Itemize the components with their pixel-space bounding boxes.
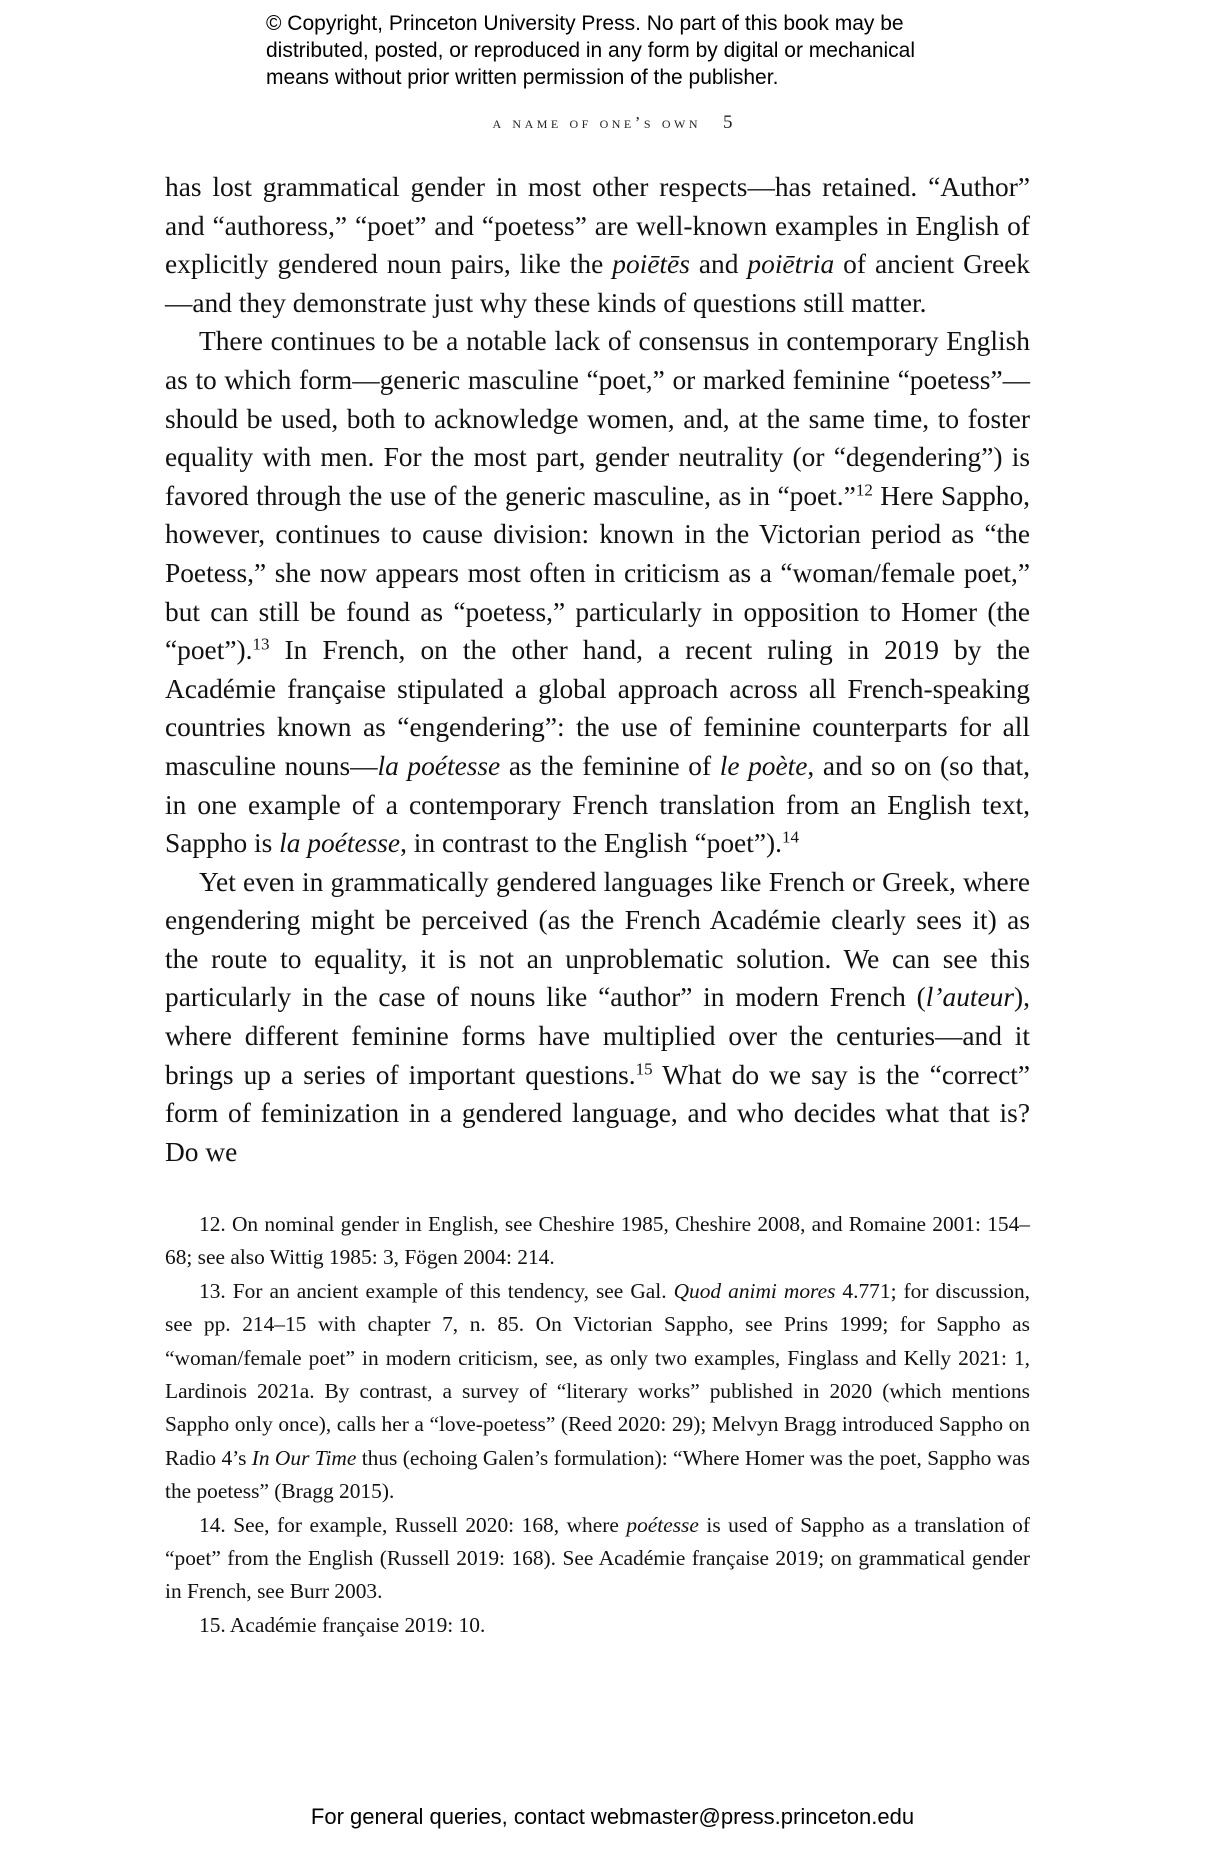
italic-term: poiētria bbox=[747, 249, 835, 280]
italic-term: la poétesse bbox=[279, 828, 401, 859]
text-run: 4.771; for discussion, see pp. 214–15 with chapter 7, n. 85. On Victorian Sappho, see Prins 1999; for Sappho as “woman/female poet” in modern criticism, see, as only two examples, Finglass and Kelly 2021: 1, Lardinois 2021a. By contrast, a survey of “literary works” published in 2020 (which mentions Sappho only once), calls her a “love-poetess” (Reed 2020: 29); Melvyn Bragg introduced Sappho on Radio 4’s bbox=[165, 1278, 1030, 1470]
text-run: is used of Sappho as a translation of “poet” from the English (Russell 2019: 168). See Académie française 2019; on grammatical gender in French, see Burr 2003. bbox=[165, 1512, 1030, 1604]
text-run: as the feminine of bbox=[500, 750, 720, 781]
main-text bbox=[165, 168, 1030, 1171]
footer-contact: For general queries, contact webmaster@press.princeton.edu bbox=[310, 1804, 915, 1829]
footnote-ref[interactable]: 15 bbox=[635, 1059, 653, 1079]
italic-term: poétesse bbox=[626, 1512, 699, 1537]
running-head bbox=[0, 112, 1225, 134]
text-run: 14. See, for example, Russell 2020: 168, where bbox=[199, 1512, 627, 1537]
italic-term: la poétesse bbox=[377, 750, 501, 781]
italic-title: In Our Time bbox=[251, 1445, 357, 1470]
footnote-ref[interactable]: 12 bbox=[855, 480, 873, 500]
paragraph bbox=[165, 322, 1030, 862]
text-run: of ancient Greek—and they demonstrate just why these kinds of questions still matter. bbox=[165, 249, 1030, 318]
italic-term: l’auteur bbox=[925, 982, 1015, 1013]
paragraph bbox=[165, 863, 1030, 1172]
text-run: What do we say is the “correct” form of feminization in a gendered language, and who decides what that is? Do we bbox=[165, 1059, 1030, 1167]
page-number: 5 bbox=[723, 112, 733, 133]
paragraph bbox=[165, 168, 1030, 322]
text-run: 13. For an ancient example of this tendency, see Gal. bbox=[199, 1278, 674, 1303]
text-run: In French, on the other hand, a recent ruling in 2019 by the Académie française stipulated a global approach across all French-speaking countries known as “engendering”: the use of feminine counterparts for all masculine nouns— bbox=[165, 635, 1030, 781]
footnote-14 bbox=[165, 1509, 1030, 1609]
text-run: thus (echoing Galen’s formulation): “Where Homer was the poet, Sappho was the poetess” (Bragg 2015). bbox=[165, 1445, 1030, 1504]
copyright-line: © Copyright, Princeton University Press. No part of this book may be bbox=[266, 12, 904, 35]
copyright-line: means without prior written permission of the publisher. bbox=[266, 66, 779, 89]
italic-term: poiētēs bbox=[612, 249, 690, 280]
italic-term: le poète bbox=[719, 750, 808, 781]
text-run: There continues to be a notable lack of consensus in contemporary English as to which form—generic masculine “poet,” or marked feminine “poetess”—should be used, both to acknowledge women, and, at the same time, to foster equality with men. For the most part, gender neutrality (or “degendering”) is favored through the use of the generic masculine, as in “poet.” bbox=[165, 326, 1030, 511]
text-run: , in contrast to the English “poet”). bbox=[400, 828, 782, 859]
copyright-line: distributed, posted, or reproduced in any form by digital or mechanical bbox=[266, 39, 916, 62]
footnote-13 bbox=[165, 1275, 1030, 1509]
text-run: ), where different feminine forms have multiplied over the centuries—and it brings up a series of important questions. bbox=[165, 982, 1030, 1090]
footnotes bbox=[165, 1208, 1030, 1642]
text-run: , and so on (so that, in one example of a contemporary French translation from an English text, Sappho is bbox=[165, 750, 1031, 859]
running-head-title: a name of one’s own bbox=[492, 113, 701, 132]
footnote-15: 15. Académie française 2019: 10. bbox=[199, 1612, 486, 1637]
text-run: and bbox=[689, 249, 748, 280]
footnote-ref[interactable]: 14 bbox=[781, 827, 799, 847]
text-run: Here Sappho, however, continues to cause division: known in the Victorian period as “the Poetess,” she now appears most often in criticism as a “woman/female poet,” but can still be found as “poetess,” particularly in opposition to Homer (the “poet”). bbox=[165, 480, 1031, 666]
footnote-ref[interactable]: 13 bbox=[252, 634, 270, 654]
footnote-12: 12. On nominal gender in English, see Cheshire 1985, Cheshire 2008, and Romaine 2001: 154–68; see also Wittig 1985: 3, Fögen 2004: 214. bbox=[165, 1212, 1030, 1270]
text-run: Yet even in grammatically gendered languages like French or Greek, where engendering might be perceived (as the French Académie clearly sees it) as the route to equality, it is not an unproblematic solution. We can see this particularly in the case of nouns like “author” in modern French ( bbox=[165, 866, 1030, 1013]
italic-title: Quod animi mores bbox=[673, 1278, 836, 1303]
text-run: has lost grammatical gender in most other respects—has retained. “Author” and “authoress,” “poet” and “poetess” are well-known examples in English of explicitly gendered noun pairs, like the bbox=[165, 172, 1030, 280]
copyright-notice bbox=[266, 10, 1046, 91]
